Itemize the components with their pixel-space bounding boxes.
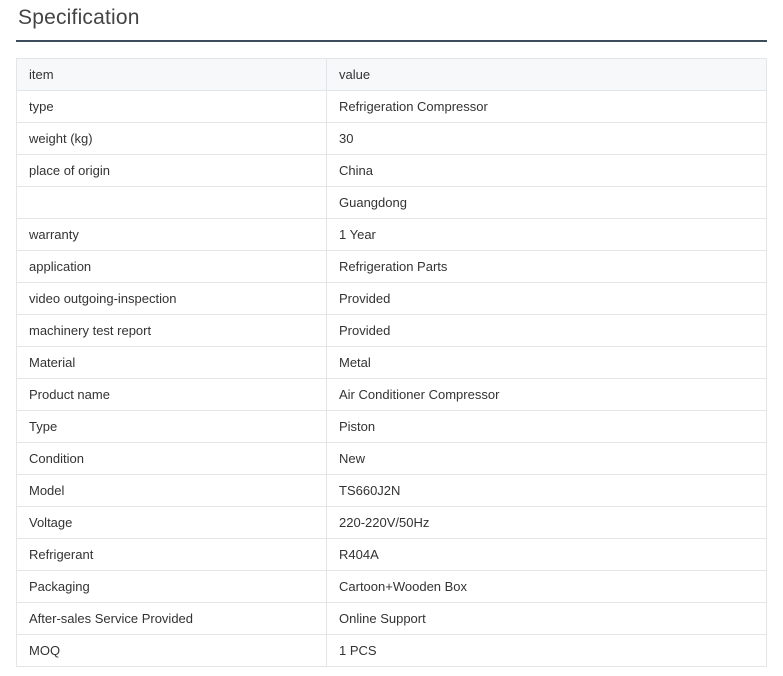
spec-key: machinery test report bbox=[17, 315, 327, 347]
table-row bbox=[17, 379, 767, 411]
table-row bbox=[17, 571, 767, 603]
spec-value: Provided bbox=[327, 315, 767, 347]
spec-value: TS660J2N bbox=[327, 475, 767, 507]
spec-key: Condition bbox=[17, 443, 327, 475]
table-row bbox=[17, 635, 767, 667]
spec-key: After-sales Service Provided bbox=[17, 603, 327, 635]
page-title: Specification bbox=[16, 0, 767, 42]
table-row bbox=[17, 475, 767, 507]
table-row bbox=[17, 411, 767, 443]
table-row bbox=[17, 123, 767, 155]
spec-value: 1 Year bbox=[327, 219, 767, 251]
spec-value: Guangdong bbox=[327, 187, 767, 219]
spec-key bbox=[17, 187, 327, 219]
spec-value: Refrigeration Parts bbox=[327, 251, 767, 283]
spec-value: Online Support bbox=[327, 603, 767, 635]
spec-key: application bbox=[17, 251, 327, 283]
table-row bbox=[17, 155, 767, 187]
table-row bbox=[17, 219, 767, 251]
spec-key: type bbox=[17, 91, 327, 123]
spec-key: Type bbox=[17, 411, 327, 443]
spec-value: 220-220V/50Hz bbox=[327, 507, 767, 539]
spec-value: Refrigeration Compressor bbox=[327, 91, 767, 123]
spec-key: video outgoing-inspection bbox=[17, 283, 327, 315]
spec-value: Cartoon+Wooden Box bbox=[327, 571, 767, 603]
spec-value: Air Conditioner Compressor bbox=[327, 379, 767, 411]
table-row bbox=[17, 251, 767, 283]
table-row bbox=[17, 539, 767, 571]
table-row bbox=[17, 347, 767, 379]
spec-key: place of origin bbox=[17, 155, 327, 187]
table-row bbox=[17, 603, 767, 635]
column-header-item: item bbox=[17, 59, 327, 91]
spec-value: 30 bbox=[327, 123, 767, 155]
specification-table bbox=[16, 58, 767, 667]
spec-key: Refrigerant bbox=[17, 539, 327, 571]
spec-value: 1 PCS bbox=[327, 635, 767, 667]
spec-key: MOQ bbox=[17, 635, 327, 667]
spec-key: weight (kg) bbox=[17, 123, 327, 155]
column-header-value: value bbox=[327, 59, 767, 91]
specification-table-body bbox=[17, 59, 767, 667]
table-row bbox=[17, 283, 767, 315]
table-row bbox=[17, 187, 767, 219]
spec-key: Model bbox=[17, 475, 327, 507]
spec-key: warranty bbox=[17, 219, 327, 251]
spec-value: R404A bbox=[327, 539, 767, 571]
spec-key: Material bbox=[17, 347, 327, 379]
spec-key: Packaging bbox=[17, 571, 327, 603]
spec-key: Voltage bbox=[17, 507, 327, 539]
table-header-row bbox=[17, 59, 767, 91]
table-row bbox=[17, 443, 767, 475]
table-row bbox=[17, 315, 767, 347]
table-row bbox=[17, 91, 767, 123]
spec-value: New bbox=[327, 443, 767, 475]
spec-key: Product name bbox=[17, 379, 327, 411]
spec-value: Provided bbox=[327, 283, 767, 315]
spec-value: Metal bbox=[327, 347, 767, 379]
spec-value: China bbox=[327, 155, 767, 187]
spec-value: Piston bbox=[327, 411, 767, 443]
table-row bbox=[17, 507, 767, 539]
